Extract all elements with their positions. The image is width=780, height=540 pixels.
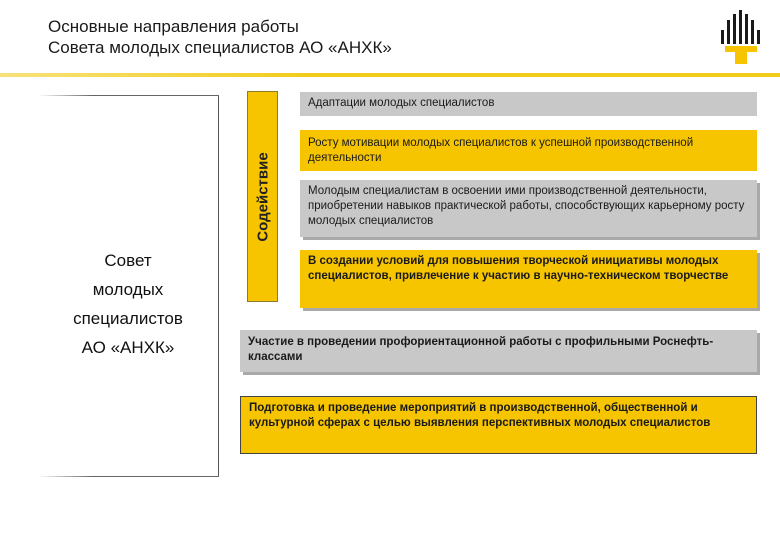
- direction-text-2: Росту мотивации молодых специалистов к успешной производственной деятельности: [308, 137, 694, 164]
- direction-box-6: [240, 396, 757, 454]
- council-label: [40, 246, 216, 362]
- title-line-1: Основные направления работы: [48, 17, 299, 36]
- council-line-1: Совет: [104, 251, 152, 270]
- rosneft-logo-icon: [717, 10, 765, 66]
- direction-text-1: Адаптации молодых специалистов: [308, 97, 495, 109]
- council-line-2: молодых: [92, 280, 164, 299]
- direction-text-6: Подготовка и проведение мероприятий в производственной, общественной и культурной сферах с целью выявления перспективных молодых специалистов: [249, 402, 711, 429]
- page-title: [48, 16, 392, 58]
- direction-box-3: [300, 180, 757, 237]
- direction-text-3: Молодым специалистам в освоении ими производственной деятельности, приобретении навыков практической работы, способствующих карьерному росту молодых специалистов: [308, 185, 745, 227]
- direction-text-5: Участие в проведении профориентационной работы с профильными Роснефть-классами: [248, 336, 714, 363]
- council-line-3: специалистов: [73, 309, 183, 328]
- bracket-bottom-line: [38, 476, 219, 477]
- direction-text-4: В создании условий для повышения творческой инициативы молодых специалистов, привлечение к участию в научно-техническом творчестве: [308, 255, 729, 282]
- direction-box-5: [240, 330, 757, 372]
- direction-box-2: [300, 130, 757, 171]
- direction-box-4: [300, 250, 757, 308]
- assistance-bar: [247, 91, 278, 302]
- assistance-label: Содействие: [254, 151, 271, 242]
- council-line-4: АО «АНХК»: [81, 338, 175, 357]
- direction-box-1: [300, 92, 757, 116]
- header-divider: [0, 73, 780, 77]
- title-line-2: Совета молодых специалистов АО «АНХК»: [48, 38, 392, 57]
